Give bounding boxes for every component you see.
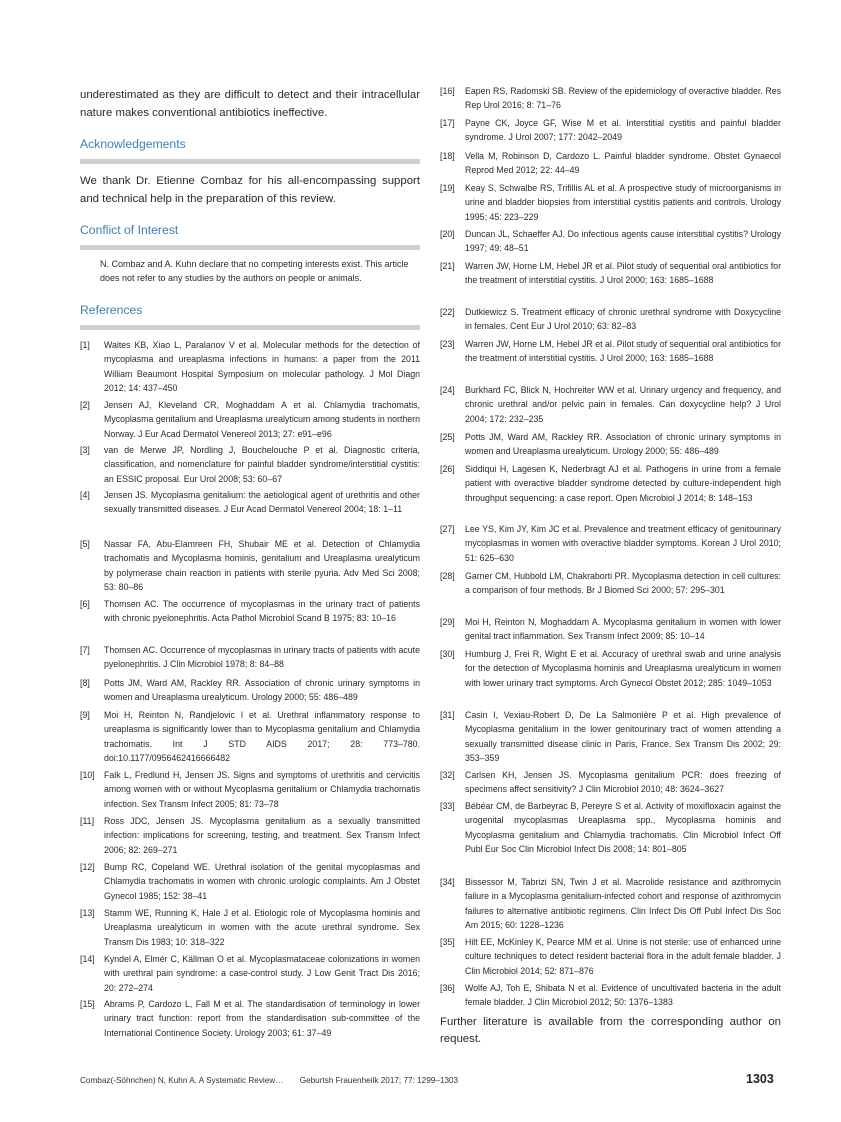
- reference-number: [23]: [440, 339, 455, 349]
- acknowledgements-text: We thank Dr. Etienne Combaz for his all-encompassing support and technical help in the preparation of this review.: [80, 175, 420, 205]
- further-literature-note: Further literature is available from the corresponding author on request.: [440, 1016, 781, 1045]
- reference-number: [9]: [80, 710, 90, 720]
- reference-number: [30]: [440, 649, 455, 659]
- reference-number: [1]: [80, 340, 90, 350]
- reference-item: [80, 537, 420, 595]
- reference-text: Thomsen AC. Occurrence of mycoplasmas in urinary tracts of patients with acute pyelonephritis. J Clin Microbiol 1978; 8: 84–88: [104, 645, 420, 670]
- reference-text: Ross JDC, Jensen JS. Mycoplasma genitalium as a sexually transmitted infection: implications for screening, testing, and treatment. Sex Transm Infect 2006; 82: 269–271: [104, 816, 420, 855]
- reference-item: [80, 597, 420, 626]
- reference-number: [36]: [440, 983, 455, 993]
- reference-number: [16]: [440, 86, 455, 96]
- reference-item: [80, 814, 420, 857]
- reference-item: [80, 398, 420, 441]
- reference-item: [440, 647, 781, 690]
- reference-number: [8]: [80, 678, 90, 688]
- reference-text: Potts JM, Ward AM, Rackley RR. Association of chronic urinary symptoms in women and Ureaplasma urealyticum. Urology 2000; 55: 486–489: [465, 432, 781, 457]
- reference-number: [27]: [440, 524, 455, 534]
- reference-item: [80, 643, 420, 672]
- reference-number: [20]: [440, 229, 455, 239]
- reference-item: [440, 383, 781, 426]
- reference-text: Jensen JS. Mycoplasma genitalium: the aetiological agent of urethritis and other sexually transmitted diseases. J Eur Acad Dermatol Venereol 2004; 18: 1–11: [104, 490, 420, 515]
- reference-text: Wolfe AJ, Toh E, Shibata N et al. Evidence of uncultivated bacteria in the adult female bladder. J Clin Microbiol 2012; 50: 1376–1383: [465, 983, 781, 1008]
- reference-item: [80, 676, 420, 705]
- reference-item: [440, 149, 781, 178]
- reference-number: [17]: [440, 118, 455, 128]
- reference-text: van de Merwe JP, Nordling J, Bouchelouche P et al. Diagnostic criteria, classification, and nomenclature for painful bladder syndrome/interstitial cystitis: an ESSIC proposal. Eur Urol 2008; 53: 60–67: [104, 445, 420, 484]
- reference-text: Falk L, Fredlund H, Jensen JS. Signs and symptoms of urethritis and cervicitis among women with or without Mycoplasma genitalium or Chlamydia trachomatis infection. Sex Transm Infect 2005; 81: 73–78: [104, 770, 420, 809]
- reference-item: [440, 768, 781, 797]
- reference-item: [440, 227, 781, 256]
- reference-number: [18]: [440, 151, 455, 161]
- reference-text: Moi H, Reinton N, Moghaddam A. Mycoplasma genitalium in women with lower genital tract inflammation. Sex Transm Infect 2009; 85: 10–14: [465, 617, 781, 642]
- reference-text: Lee YS, Kim JY, Kim JC et al. Prevalence and treatment efficacy of genitourinary mycoplasmas in women with overactive bladder symptoms. Korean J Urol 2010; 51: 625–630: [465, 524, 781, 563]
- reference-number: [22]: [440, 307, 455, 317]
- reference-number: [5]: [80, 539, 90, 549]
- reference-item: [440, 305, 781, 334]
- reference-text: Eapen RS, Radomski SB. Review of the epidemiology of overactive bladder. Res Rep Urol 2016; 8: 71–76: [465, 86, 781, 111]
- reference-item: [440, 569, 781, 598]
- reference-text: Potts JM, Ward AM, Rackley RR. Association of chronic urinary symptoms in women and Ureaplasma urealyticum. Urology 2000; 55: 486–489: [104, 678, 420, 703]
- reference-item: [440, 430, 781, 459]
- reference-text: Moi H, Reinton N, Randjelovic I et al. Urethral inflammatory response to ureaplasma is significantly lower than to Mycoplasma genitalium and Chlamydia trachomatis. Int J STD AIDS 2017; 28: 773–780. doi:10.1177/0956462416666482: [104, 710, 420, 764]
- reference-text: Keay S, Schwalbe RS, Trifillis AL et al. A prospective study of microorganisms in urine and bladder biopsies from interstitial cystitis patients and controls. Urology 1995; 45: 223–229: [465, 183, 781, 222]
- reference-number: [34]: [440, 877, 455, 887]
- reference-item: [80, 488, 420, 517]
- acknowledgements-heading: Acknowledgements: [80, 136, 420, 164]
- reference-item: [440, 181, 781, 224]
- reference-item: [440, 522, 781, 565]
- footer-authors: Combaz(-Söhnchen) N, Kuhn A. A Systematic Review…: [80, 1076, 284, 1085]
- reference-text: Casin I, Vexiau-Robert D, De La Salmonière P et al. High prevalence of Mycoplasma genitalium in the lower genitourinary tract of women attending a sexually transmitted disease clinic in Paris, France. Sex Transm Dis 2002; 29: 353–359: [465, 710, 781, 764]
- reference-number: [11]: [80, 816, 95, 826]
- reference-item: [440, 337, 781, 366]
- references-heading: References: [80, 302, 420, 330]
- reference-item: [440, 935, 781, 978]
- reference-item: [440, 981, 781, 1010]
- reference-item: [440, 708, 781, 766]
- reference-item: [80, 906, 420, 949]
- reference-number: [4]: [80, 490, 90, 500]
- reference-number: [24]: [440, 385, 455, 395]
- intro-paragraph: underestimated as they are difficult to detect and their intracellular nature makes conventional antibiotics ineffective.: [80, 89, 420, 119]
- reference-text: Dutkiewicz S. Treatment efficacy of chronic urethral syndrome with Doxycycline in females. Cent Eur J Urol 2010; 63: 82–83: [465, 307, 781, 332]
- reference-text: Carlsen KH, Jensen JS. Mycoplasma genitalium PCR: does freezing of specimens affect sensitivity? J Clin Microbiol 2010; 48: 3624–3627: [465, 770, 781, 795]
- reference-text: Bissessor M, Tabrizi SN, Twin J et al. Macrolide resistance and azithromycin failure in a Mycoplasma genitalium-infected cohort and response of azithromycin failures to alternative antibiotic regimens. Clin Infect Dis Off Publ Infect Dis Soc Am 2015; 60: 1228–1236: [465, 877, 781, 931]
- reference-number: [14]: [80, 954, 95, 964]
- reference-number: [25]: [440, 432, 455, 442]
- footer-citation: [80, 1076, 458, 1085]
- reference-number: [13]: [80, 908, 95, 918]
- reference-number: [33]: [440, 801, 455, 811]
- page-number: 1303: [746, 1072, 774, 1086]
- reference-item: [80, 708, 420, 766]
- reference-text: Duncan JL, Schaeffer AJ. Do infectious agents cause interstitial cystitis? Urology 1997; 49: 48–51: [465, 229, 781, 254]
- reference-item: [80, 997, 420, 1040]
- reference-number: [32]: [440, 770, 455, 780]
- reference-number: [15]: [80, 999, 95, 1009]
- reference-item: [80, 338, 420, 396]
- reference-number: [35]: [440, 937, 455, 947]
- reference-text: Burkhard FC, Blick N, Hochreiter WW et al. Urinary urgency and frequency, and chronic urethral and/or pelvic pain in females. Can doxycycline help? J Urol 2004; 172: 232–235: [465, 385, 781, 424]
- reference-text: Jensen AJ, Kleveland CR, Moghaddam A et al. Chlamydia trachomatis, Mycoplasma genitalium and Ureaplasma urealyticum among students in northern Norway. J Eur Acad Dermatol Venereol 2013; 27: e91–e96: [104, 400, 420, 439]
- reference-item: [440, 875, 781, 933]
- reference-text: Warren JW, Horne LM, Hebel JR et al. Pilot study of sequential oral antibiotics for the treatment of interstitial cystitis. J Urol 2000; 163: 1685–1688: [465, 261, 782, 286]
- conflict-of-interest-heading: Conflict of Interest: [80, 222, 420, 250]
- reference-item: [440, 116, 781, 145]
- reference-number: [2]: [80, 400, 90, 410]
- reference-item: [80, 443, 420, 486]
- reference-item: [80, 768, 420, 811]
- reference-text: Bébéar CM, de Barbeyrac B, Pereyre S et al. Activity of moxifloxacin against the urogenital mycoplasmas Ureaplasma spp., Mycoplasma hominis and Mycoplasma genitalium and Chlamydia trachomatis. Clin Microbiol Infect Off Publ Eur Soc Clin Microbiol Infect Dis 2008; 14: 801–805: [465, 801, 781, 855]
- reference-number: [10]: [80, 770, 95, 780]
- reference-item: [440, 799, 781, 857]
- reference-text: Kyndel A, Elmér C, Källman O et al. Mycoplasmataceae colonizations in women with urethral pain syndrome: a case-control study. J Low Genit Tract Dis 2016; 20: 272–274: [104, 954, 420, 993]
- reference-text: Abrams P, Cardozo L, Fall M et al. The standardisation of terminology in lower urinary tract function: report from the standardisation sub-committee of the International Continence Society. Urology 2003; 61: 37–49: [104, 999, 420, 1038]
- reference-number: [31]: [440, 710, 455, 720]
- reference-text: Vella M, Robinson D, Cardozo L. Painful bladder syndrome. Obstet Gynaecol Reprod Med 2012; 22: 44–49: [465, 151, 781, 176]
- reference-text: Waites KB, Xiao L, Paralanov V et al. Molecular methods for the detection of mycoplasma and ureaplasma infections in humans: a paper from the 2011 William Beaumont Hospital Symposium on molecular pathology. J Mol Diagn 2012; 14: 437–450: [104, 340, 420, 394]
- reference-text: Nassar FA, Abu-Elamreen FH, Shubair ME et al. Detection of Chlamydia trachomatis and Mycoplasma hominis, genitalium and Ureaplasma urealyticum by polymerase chain reaction in patients with sterile pyuria. Adv Med Sci 2008; 53: 80–86: [104, 539, 420, 593]
- reference-number: [7]: [80, 645, 90, 655]
- reference-number: [6]: [80, 599, 90, 609]
- reference-number: [21]: [440, 261, 455, 271]
- reference-item: [440, 615, 781, 644]
- reference-item: [440, 259, 781, 288]
- reference-item: [440, 462, 781, 505]
- reference-number: [12]: [80, 862, 95, 872]
- reference-item: [80, 952, 420, 995]
- conflict-of-interest-text: N. Combaz and A. Kuhn declare that no competing interests exist. This article does not refer to any studies by the authors on people or animals.: [100, 259, 409, 284]
- reference-text: Thomsen AC. The occurrence of mycoplasmas in the urinary tract of patients with chronic pyelonephritis. Acta Pathol Microbiol Scand B 1975; 83: 10–16: [104, 599, 420, 624]
- reference-text: Hilt EE, McKinley K, Pearce MM et al. Urine is not sterile: use of enhanced urine culture techniques to detect resident bacterial flora in the adult female bladder. J Clin Microbiol 2014; 52: 871–876: [465, 937, 781, 976]
- reference-text: Payne CK, Joyce GF, Wise M et al. Interstitial cystitis and painful bladder syndrome. J Urol 2007; 177: 2042–2049: [465, 118, 781, 143]
- reference-text: Humburg J, Frei R, Wight E et al. Accuracy of urethral swab and urine analysis for the detection of Mycoplasma hominis and Ureaplasma urealyticum in women with lower urinary tract symptoms. Arch Gynecol Obstet 2012; 285: 1049–1053: [465, 649, 781, 688]
- reference-item: [80, 860, 420, 903]
- reference-text: Stamm WE, Running K, Hale J et al. Etiologic role of Mycoplasma hominis and Ureaplasma urealyticum in women with the acute urethral syndrome. Sex Transm Dis 1983; 10: 318–322: [104, 908, 420, 947]
- reference-number: [19]: [440, 183, 455, 193]
- reference-number: [26]: [440, 464, 455, 474]
- footer-journal: Geburtsh Frauenheilk 2017; 77: 1299–1303: [299, 1076, 459, 1085]
- reference-item: [440, 84, 781, 113]
- reference-text: Garner CM, Hubbold LM, Chakraborti PR. Mycoplasma detection in cell cultures: a comparison of four methods. Br J Biomed Sci 2000; 57: 295–301: [465, 571, 781, 596]
- reference-number: [3]: [80, 445, 90, 455]
- reference-number: [28]: [440, 571, 455, 581]
- reference-number: [29]: [440, 617, 455, 627]
- reference-text: Bump RC, Copeland WE. Urethral isolation of the genital mycoplasmas and Chlamydia trachomatis in women with chronic urologic complaints. Am J Obstet Gynecol 1985; 152: 38–41: [104, 862, 420, 901]
- reference-text: Warren JW, Horne LM, Hebel JR et al. Pilot study of sequential oral antibiotics for the treatment of interstitial cystitis. J Urol 2000; 163: 1685–1688: [465, 339, 782, 364]
- reference-text: Siddiqui H, Lagesen K, Nederbragt AJ et al. Pathogens in urine from a female patient with overactive bladder syndrome detected by culture-independent high throughput sequencing: a case report. Open Microbiol J 2014; 8: 148–153: [465, 464, 781, 503]
